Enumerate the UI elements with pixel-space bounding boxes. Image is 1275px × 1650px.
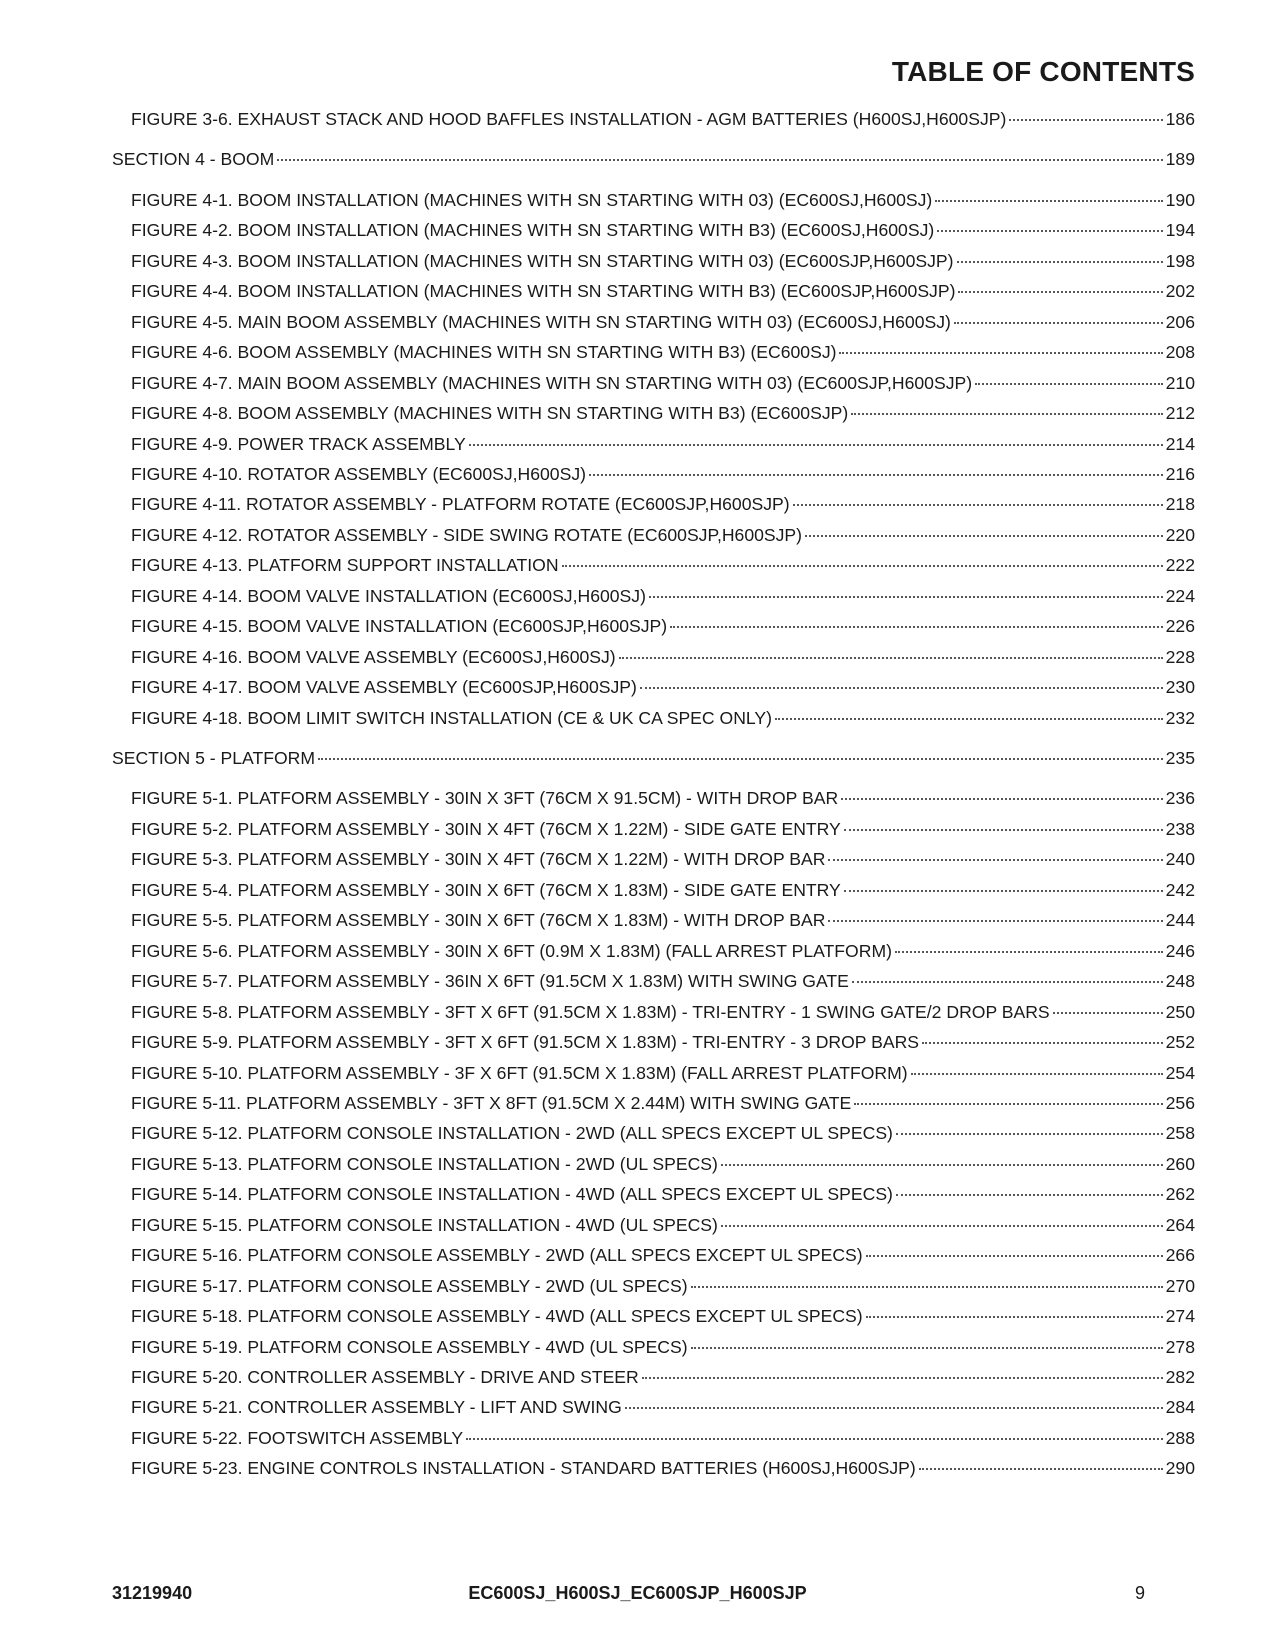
toc-figure-entry[interactable] <box>131 524 1195 546</box>
toc-entry-label: FIGURE 4-11. ROTATOR ASSEMBLY - PLATFORM ROTATE (EC600SJP,H600SJP) <box>131 494 790 515</box>
toc-figure-entry[interactable] <box>131 1366 1195 1388</box>
toc-entry-label: FIGURE 5-12. PLATFORM CONSOLE INSTALLATION - 2WD (ALL SPECS EXCEPT UL SPECS) <box>131 1123 893 1144</box>
toc-entry-label: FIGURE 5-1. PLATFORM ASSEMBLY - 30IN X 3FT (76CM X 91.5CM) - WITH DROP BAR <box>131 788 839 809</box>
toc-entry-page: 262 <box>1165 1184 1195 1205</box>
toc-figure-entry[interactable] <box>131 585 1195 607</box>
toc-figure-entry[interactable] <box>131 1031 1195 1053</box>
toc-entry-page: 278 <box>1165 1336 1195 1357</box>
toc-leader-dots <box>975 383 1163 385</box>
toc-leader-dots <box>851 413 1162 415</box>
toc-leader-dots <box>805 535 1163 537</box>
toc-entry-page: 208 <box>1165 342 1195 363</box>
toc-entry-page: 212 <box>1165 403 1195 424</box>
toc-entry-page: 216 <box>1165 463 1195 484</box>
toc-entry-page: 228 <box>1165 646 1195 667</box>
toc-entry-label: FIGURE 4-14. BOOM VALVE INSTALLATION (EC600SJ,H600SJ) <box>131 585 646 606</box>
toc-figure-entry[interactable] <box>131 1092 1195 1114</box>
toc-entry-page: 244 <box>1165 910 1195 931</box>
toc-leader-dots <box>895 951 1163 953</box>
toc-leader-dots <box>935 200 1162 202</box>
toc-figure-entry[interactable] <box>131 676 1195 698</box>
toc-leader-dots <box>1053 1012 1163 1014</box>
toc-entry-page: 210 <box>1165 372 1195 393</box>
toc-figure-entry[interactable] <box>131 818 1195 840</box>
toc-entry-label: FIGURE 5-5. PLATFORM ASSEMBLY - 30IN X 6FT (76CM X 1.83M) - WITH DROP BAR <box>131 910 826 931</box>
toc-section-entry[interactable] <box>112 148 1195 170</box>
toc-figure-entry[interactable] <box>131 615 1195 637</box>
toc-figure-entry[interactable] <box>131 219 1195 241</box>
toc-figure-entry[interactable] <box>131 280 1195 302</box>
toc-entry-label: FIGURE 5-15. PLATFORM CONSOLE INSTALLATION - 4WD (UL SPECS) <box>131 1214 718 1235</box>
toc-entry-label: SECTION 5 - PLATFORM <box>112 748 315 768</box>
toc-leader-dots <box>466 1438 1163 1440</box>
toc-leader-dots <box>911 1073 1163 1075</box>
toc-leader-dots <box>277 159 1162 161</box>
toc-figure-entry[interactable] <box>131 1305 1195 1327</box>
toc-entry-page: 284 <box>1165 1397 1195 1418</box>
toc-figure-entry[interactable] <box>131 1183 1195 1205</box>
toc-entry-page: 232 <box>1165 707 1195 728</box>
toc-entry-label: FIGURE 5-22. FOOTSWITCH ASSEMBLY <box>131 1427 464 1448</box>
toc-entry-page: 252 <box>1165 1032 1195 1053</box>
toc-leader-dots <box>844 890 1163 892</box>
toc-leader-dots <box>866 1255 1163 1257</box>
toc-entry-page: 214 <box>1165 433 1195 454</box>
toc-leader-dots <box>896 1194 1163 1196</box>
toc-leader-dots <box>828 859 1162 861</box>
toc-entry-page: 218 <box>1165 494 1195 515</box>
toc-entry-page: 290 <box>1165 1458 1195 1479</box>
toc-entry-page: 266 <box>1165 1245 1195 1266</box>
toc-figure-entry[interactable] <box>131 372 1195 394</box>
toc-leader-dots <box>775 718 1163 720</box>
toc-entry-label: FIGURE 4-12. ROTATOR ASSEMBLY - SIDE SWING ROTATE (EC600SJP,H600SJP) <box>131 524 803 545</box>
toc-entry-label: FIGURE 4-2. BOOM INSTALLATION (MACHINES WITH SN STARTING WITH B3) (EC600SJ,H600SJ) <box>131 220 935 241</box>
page-number: 9 <box>1134 1583 1145 1603</box>
toc-entry-label: FIGURE 4-5. MAIN BOOM ASSEMBLY (MACHINES WITH SN STARTING WITH 03) (EC600SJ,H600SJ) <box>131 311 951 332</box>
toc-entry-page: 198 <box>1165 250 1195 271</box>
toc-figure-entry[interactable] <box>131 402 1195 424</box>
toc-leader-dots <box>469 444 1163 446</box>
toc-entry-label: FIGURE 4-6. BOOM ASSEMBLY (MACHINES WITH SN STARTING WITH B3) (EC600SJ) <box>131 342 837 363</box>
toc-entry-label: FIGURE 5-3. PLATFORM ASSEMBLY - 30IN X 4FT (76CM X 1.22M) - WITH DROP BAR <box>131 849 826 870</box>
toc-entry-page: 186 <box>1165 109 1195 129</box>
toc-entry-label: FIGURE 5-7. PLATFORM ASSEMBLY - 36IN X 6FT (91.5CM X 1.83M) WITH SWING GATE <box>131 971 849 992</box>
toc-leader-dots <box>640 687 1163 689</box>
toc-figure-entry[interactable] <box>131 1244 1195 1266</box>
toc-entry-page: 190 <box>1165 189 1195 210</box>
toc-entry-page: 274 <box>1165 1306 1195 1327</box>
toc-figure-entry[interactable] <box>131 108 1195 130</box>
toc-figure-entry[interactable] <box>131 707 1195 729</box>
toc-entry-page: 240 <box>1165 849 1195 870</box>
toc-entry-label: FIGURE 4-15. BOOM VALVE INSTALLATION (EC600SJP,H600SJP) <box>131 616 668 637</box>
model-names: EC600SJ_H600SJ_EC600SJP_H600SJP <box>468 1583 807 1603</box>
toc-section-entry[interactable] <box>112 747 1195 769</box>
toc-leader-dots <box>937 230 1162 232</box>
toc-figure-entry[interactable] <box>131 848 1195 870</box>
toc-leader-dots <box>619 657 1163 659</box>
toc-entry-label: FIGURE 3-6. EXHAUST STACK AND HOOD BAFFLES INSTALLATION - AGM BATTERIES (H600SJ,H600SJP) <box>131 109 1007 129</box>
toc-leader-dots <box>854 1103 1162 1105</box>
toc-entry-label: FIGURE 5-10. PLATFORM ASSEMBLY - 3F X 6FT (91.5CM X 1.83M) (FALL ARREST PLATFORM) <box>131 1062 908 1083</box>
toc-entry-label: FIGURE 5-13. PLATFORM CONSOLE INSTALLATION - 2WD (UL SPECS) <box>131 1153 718 1174</box>
document-number: 31219940 <box>112 1583 193 1603</box>
toc-leader-dots <box>844 829 1163 831</box>
toc-entry-page: 288 <box>1165 1427 1195 1448</box>
toc-entry-label: FIGURE 5-19. PLATFORM CONSOLE ASSEMBLY - 4WD (UL SPECS) <box>131 1336 688 1357</box>
toc-leader-dots <box>866 1316 1163 1318</box>
toc-figure-entry[interactable] <box>131 1427 1195 1449</box>
toc-figure-entry[interactable] <box>131 1153 1195 1175</box>
toc-entry-label: FIGURE 5-6. PLATFORM ASSEMBLY - 30IN X 6FT (0.9M X 1.83M) (FALL ARREST PLATFORM) <box>131 940 892 961</box>
toc-entry-label: FIGURE 5-16. PLATFORM CONSOLE ASSEMBLY - 2WD (ALL SPECS EXCEPT UL SPECS) <box>131 1245 863 1266</box>
toc-figure-entry[interactable] <box>131 1396 1195 1418</box>
toc-leader-dots <box>841 798 1162 800</box>
toc-entry-label: FIGURE 5-11. PLATFORM ASSEMBLY - 3FT X 8FT (91.5CM X 2.44M) WITH SWING GATE <box>131 1092 852 1113</box>
toc-figure-entry[interactable] <box>131 463 1195 485</box>
toc-entry-label: FIGURE 4-16. BOOM VALVE ASSEMBLY (EC600SJ,H600SJ) <box>131 646 616 667</box>
toc-entry-page: 206 <box>1165 311 1195 332</box>
toc-figure-entry[interactable] <box>131 970 1195 992</box>
toc-leader-dots <box>691 1347 1163 1349</box>
toc-leader-dots <box>954 322 1163 324</box>
toc-entry-page: 254 <box>1165 1062 1195 1083</box>
toc-leader-dots <box>562 565 1163 567</box>
toc-entry-page: 194 <box>1165 220 1195 241</box>
toc-figure-entry[interactable] <box>131 341 1195 363</box>
toc-leader-dots <box>589 474 1163 476</box>
toc-figure-entry[interactable] <box>131 940 1195 962</box>
toc-leader-dots <box>721 1164 1163 1166</box>
toc-figure-entry[interactable] <box>131 311 1195 333</box>
toc-entry-page: 246 <box>1165 940 1195 961</box>
toc-entry-label: FIGURE 4-4. BOOM INSTALLATION (MACHINES WITH SN STARTING WITH B3) (EC600SJP,H600SJP) <box>131 281 956 302</box>
toc-figure-entry[interactable] <box>131 879 1195 901</box>
toc-leader-dots <box>922 1042 1163 1044</box>
toc-leader-dots <box>958 291 1162 293</box>
toc-leader-dots <box>839 352 1162 354</box>
toc-figure-entry[interactable] <box>131 189 1195 211</box>
toc-leader-dots <box>1009 119 1162 121</box>
toc-figure-entry[interactable] <box>131 1336 1195 1358</box>
toc-entry-page: 202 <box>1165 281 1195 302</box>
toc-entry-label: FIGURE 5-23. ENGINE CONTROLS INSTALLATION - STANDARD BATTERIES (H600SJ,H600SJP) <box>131 1458 916 1479</box>
toc-entry-page: 248 <box>1165 971 1195 992</box>
toc-figure-entry[interactable] <box>131 1457 1195 1479</box>
toc-entry-label: FIGURE 5-20. CONTROLLER ASSEMBLY - DRIVE AND STEER <box>131 1367 639 1387</box>
toc-entry-page: 256 <box>1165 1092 1195 1113</box>
toc-figure-entry[interactable] <box>131 1001 1195 1023</box>
toc-leader-dots <box>642 1377 1163 1379</box>
toc-entry-page: 222 <box>1165 555 1195 576</box>
toc-entry-label: FIGURE 4-8. BOOM ASSEMBLY (MACHINES WITH SN STARTING WITH B3) (EC600SJP) <box>131 403 849 424</box>
toc-leader-dots <box>919 1468 1163 1470</box>
toc-entry-page: 236 <box>1165 788 1195 809</box>
toc-leader-dots <box>691 1286 1163 1288</box>
toc-entry-label: FIGURE 4-3. BOOM INSTALLATION (MACHINES WITH SN STARTING WITH 03) (EC600SJP,H600SJP) <box>131 250 954 271</box>
toc-entry-page: 224 <box>1165 585 1195 606</box>
toc-leader-dots <box>793 504 1163 506</box>
toc-entry-label: FIGURE 4-17. BOOM VALVE ASSEMBLY (EC600SJP,H600SJP) <box>131 677 637 698</box>
toc-figure-entry[interactable] <box>131 1062 1195 1084</box>
toc-figure-entry[interactable] <box>131 909 1195 931</box>
toc-entry-label: FIGURE 5-21. CONTROLLER ASSEMBLY - LIFT AND SWING <box>131 1397 622 1418</box>
toc-entry-label: FIGURE 5-17. PLATFORM CONSOLE ASSEMBLY - 2WD (UL SPECS) <box>131 1275 688 1296</box>
toc-entry-page: 250 <box>1165 1001 1195 1022</box>
toc-leader-dots <box>852 981 1163 983</box>
toc-entry-page: 258 <box>1165 1123 1195 1144</box>
toc-leader-dots <box>670 626 1163 628</box>
toc-entry-label: FIGURE 4-18. BOOM LIMIT SWITCH INSTALLATION (CE & UK CA SPEC ONLY) <box>131 707 772 728</box>
toc-entry-label: FIGURE 5-9. PLATFORM ASSEMBLY - 3FT X 6FT (91.5CM X 1.83M) - TRI-ENTRY - 3 DROP BARS <box>131 1032 920 1053</box>
toc-entry-label: FIGURE 5-18. PLATFORM CONSOLE ASSEMBLY - 4WD (ALL SPECS EXCEPT UL SPECS) <box>131 1306 863 1327</box>
toc-entry-page: 264 <box>1165 1214 1195 1235</box>
toc-entry-page: 226 <box>1165 616 1195 637</box>
toc-entry-label: FIGURE 4-10. ROTATOR ASSEMBLY (EC600SJ,H600SJ) <box>131 463 586 484</box>
toc-leader-dots <box>957 261 1163 263</box>
toc-entry-page: 230 <box>1165 677 1195 698</box>
toc-figure-entry[interactable] <box>131 646 1195 668</box>
page-title: TABLE OF CONTENTS <box>891 56 1195 87</box>
toc-entry-label: FIGURE 5-8. PLATFORM ASSEMBLY - 3FT X 6FT (91.5CM X 1.83M) - TRI-ENTRY - 1 SWING GATE/2 DROP BARS <box>131 1001 1050 1022</box>
toc-figure-entry[interactable] <box>131 554 1195 576</box>
toc-figure-entry[interactable] <box>131 433 1195 455</box>
toc-figure-entry[interactable] <box>131 1214 1195 1236</box>
toc-entry-label: SECTION 4 - BOOM <box>112 149 275 170</box>
toc-entry-label: FIGURE 5-2. PLATFORM ASSEMBLY - 30IN X 4FT (76CM X 1.22M) - SIDE GATE ENTRY <box>131 818 841 839</box>
toc-entry-page: 260 <box>1165 1153 1195 1174</box>
toc-figure-entry[interactable] <box>131 250 1195 272</box>
toc-entry-label: FIGURE 5-14. PLATFORM CONSOLE INSTALLATION - 4WD (ALL SPECS EXCEPT UL SPECS) <box>131 1184 893 1205</box>
toc-entry-page: 270 <box>1165 1275 1195 1296</box>
toc-entry-page: 242 <box>1165 879 1195 900</box>
toc-leader-dots <box>625 1407 1163 1409</box>
toc-entry-page: 238 <box>1165 818 1195 839</box>
toc-entry-page: 235 <box>1165 748 1195 768</box>
toc-entry-page: 282 <box>1165 1367 1195 1387</box>
toc-entry-label: FIGURE 5-4. PLATFORM ASSEMBLY - 30IN X 6FT (76CM X 1.83M) - SIDE GATE ENTRY <box>131 879 841 900</box>
toc-figure-entry[interactable] <box>131 493 1195 515</box>
toc-leader-dots <box>318 758 1163 760</box>
toc-figure-entry[interactable] <box>131 1275 1195 1297</box>
toc-leader-dots <box>896 1133 1163 1135</box>
toc-entry-label: FIGURE 4-13. PLATFORM SUPPORT INSTALLATION <box>131 555 559 576</box>
toc-entry-label: FIGURE 4-7. MAIN BOOM ASSEMBLY (MACHINES WITH SN STARTING WITH 03) (EC600SJP,H600SJP) <box>131 372 973 393</box>
toc-entry-label: FIGURE 4-9. POWER TRACK ASSEMBLY <box>131 433 466 454</box>
toc-figure-entry[interactable] <box>131 787 1195 809</box>
toc-leader-dots <box>649 596 1163 598</box>
toc-entry-label: FIGURE 4-1. BOOM INSTALLATION (MACHINES WITH SN STARTING WITH 03) (EC600SJ,H600SJ) <box>131 189 933 210</box>
toc-entry-page: 220 <box>1165 524 1195 545</box>
toc-leader-dots <box>721 1225 1163 1227</box>
toc-figure-entry[interactable] <box>131 1122 1195 1144</box>
toc-leader-dots <box>828 920 1162 922</box>
toc-entry-page: 189 <box>1165 149 1195 170</box>
